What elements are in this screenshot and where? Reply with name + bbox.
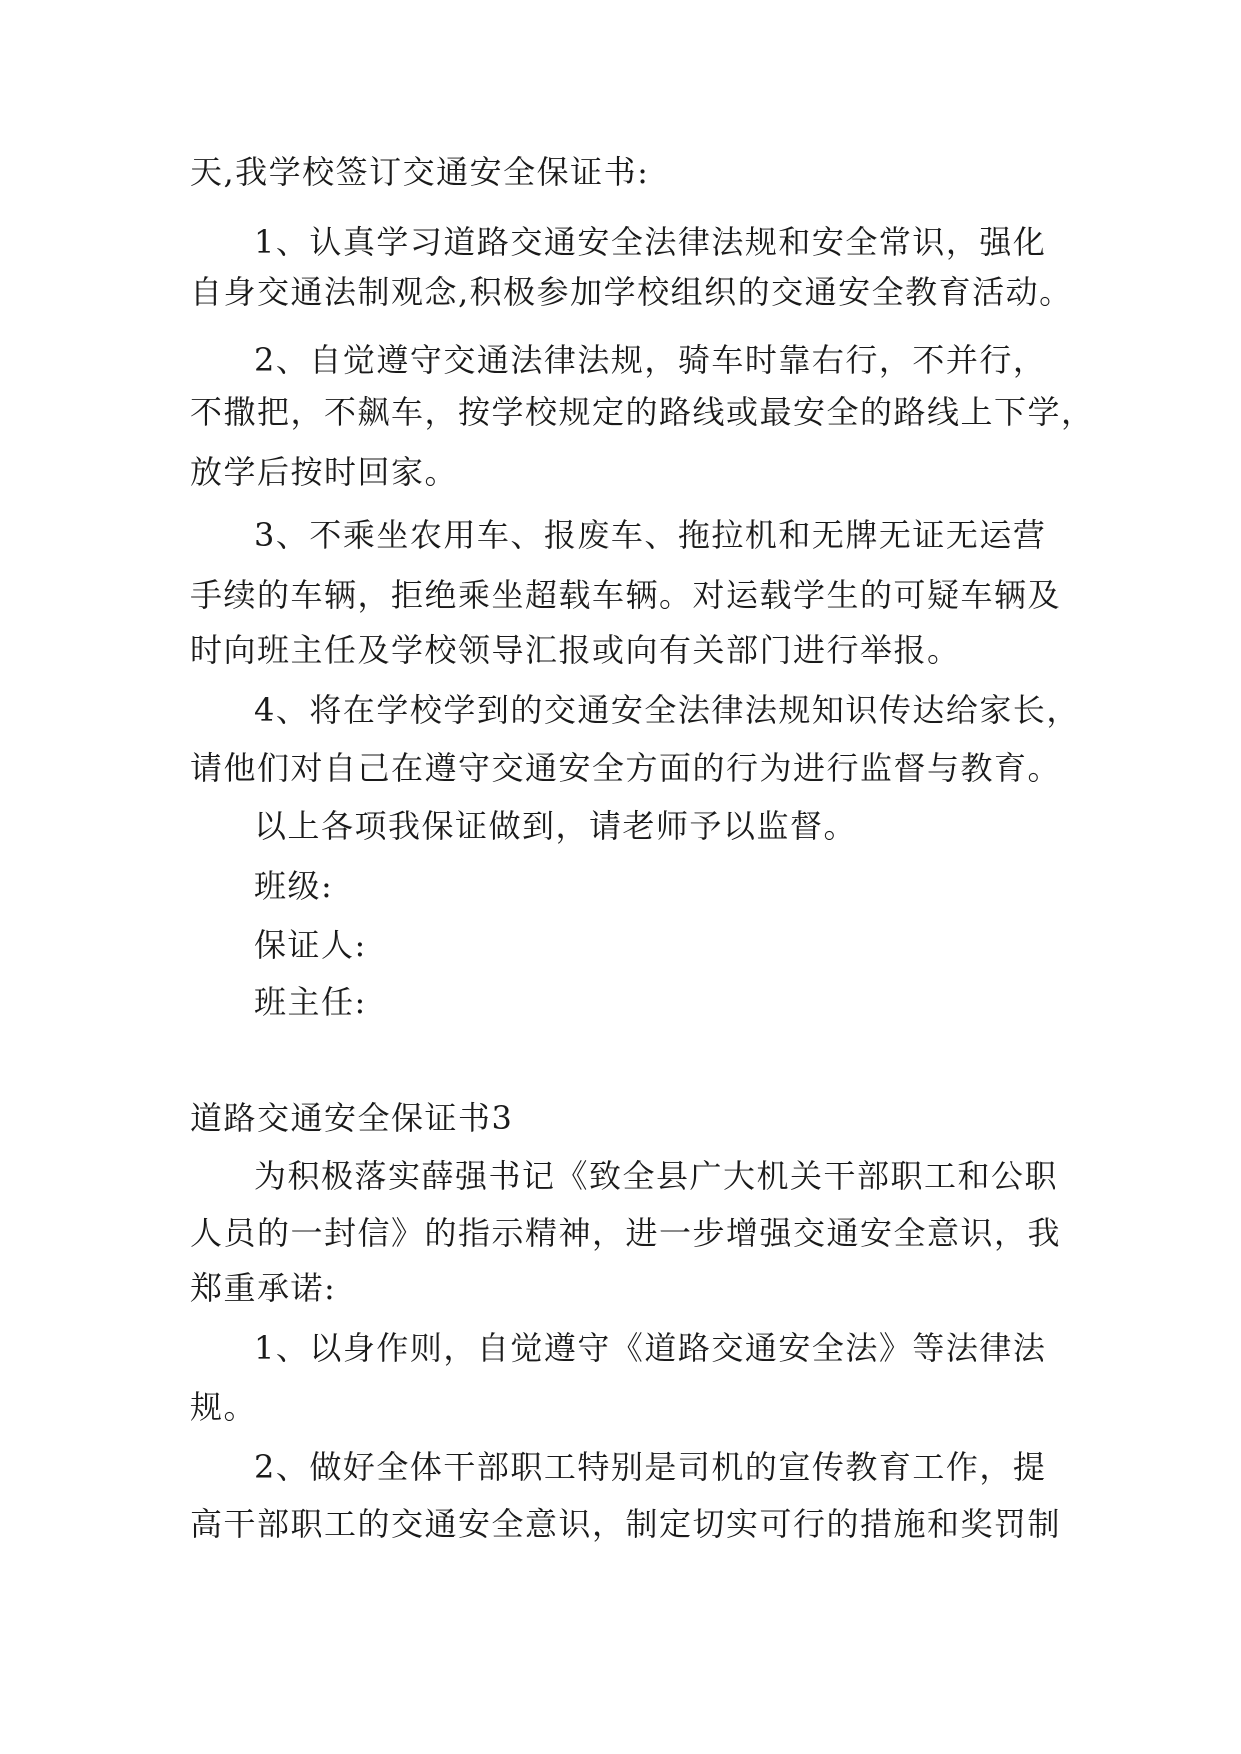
text-line: 放学后按时回家。 xyxy=(190,453,459,491)
class-label: 班级: xyxy=(254,867,334,905)
list-item-1: 1、认真学习道路交通安全法律法规和安全常识，强化 xyxy=(254,223,1047,261)
text-line: 规。 xyxy=(190,1388,258,1426)
guarantor-label: 保证人: xyxy=(254,926,367,964)
section-title: 道路交通安全保证书3 xyxy=(190,1099,514,1137)
text-line: 请他们对自己在遵守交通安全方面的行为进行监督与教育。 xyxy=(190,749,1062,787)
text-line: 人员的一封信》的指示精神，进一步增强交通安全意识，我 xyxy=(190,1214,1062,1252)
text-line: 自身交通法制观念,积极参加学校组织的交通安全教育活动。 xyxy=(190,273,1073,311)
text-line: 天,我学校签订交通安全保证书: xyxy=(190,153,650,191)
list-item-2: 2、做好全体干部职工特别是司机的宣传教育工作，提 xyxy=(254,1448,1047,1486)
pledge-statement: 以上各项我保证做到，请老师予以监督。 xyxy=(254,807,858,845)
text-line: 不撒把，不飙车，按学校规定的路线或最安全的路线上下学， xyxy=(190,393,1095,431)
list-item-1: 1、以身作则，自觉遵守《道路交通安全法》等法律法 xyxy=(254,1329,1047,1367)
text-line: 高干部职工的交通安全意识，制定切实可行的措施和奖罚制 xyxy=(190,1505,1062,1543)
list-item-4: 4、将在学校学到的交通安全法律法规知识传达给家长， xyxy=(254,691,1080,729)
list-item-3: 3、不乘坐农用车、报废车、拖拉机和无牌无证无运营 xyxy=(254,516,1047,554)
head-teacher-label: 班主任: xyxy=(254,983,367,1021)
text-line: 郑重承诺: xyxy=(190,1269,337,1307)
text-line: 时向班主任及学校领导汇报或向有关部门进行举报。 xyxy=(190,631,961,669)
text-line: 为积极落实薛强书记《致全县广大机关干部职工和公职 xyxy=(254,1157,1059,1195)
list-item-2: 2、自觉遵守交通法律法规，骑车时靠右行，不并行， xyxy=(254,341,1047,379)
text-line: 手续的车辆，拒绝乘坐超载车辆。对运载学生的可疑车辆及 xyxy=(190,576,1062,614)
